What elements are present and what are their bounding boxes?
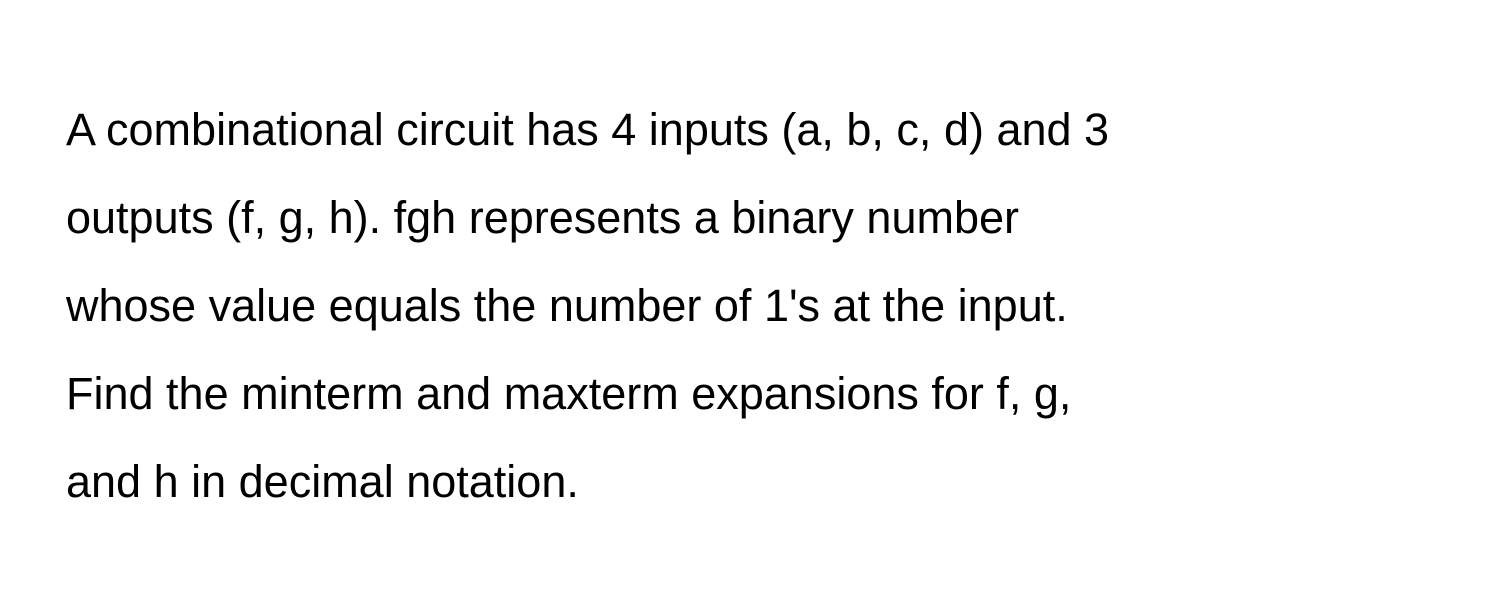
question-line-4: Find the minterm and maxterm expansions for f, g,: [66, 368, 1072, 419]
question-line-2: outputs (f, g, h). fgh represents a binary number: [66, 192, 1019, 243]
question-text: [66, 86, 1466, 526]
question-line-5: and h in decimal notation.: [66, 456, 579, 507]
question-line-1: A combinational circuit has 4 inputs (a, b, c, d) and 3: [66, 104, 1110, 155]
question-line-3: whose value equals the number of 1's at the input.: [66, 280, 1068, 331]
